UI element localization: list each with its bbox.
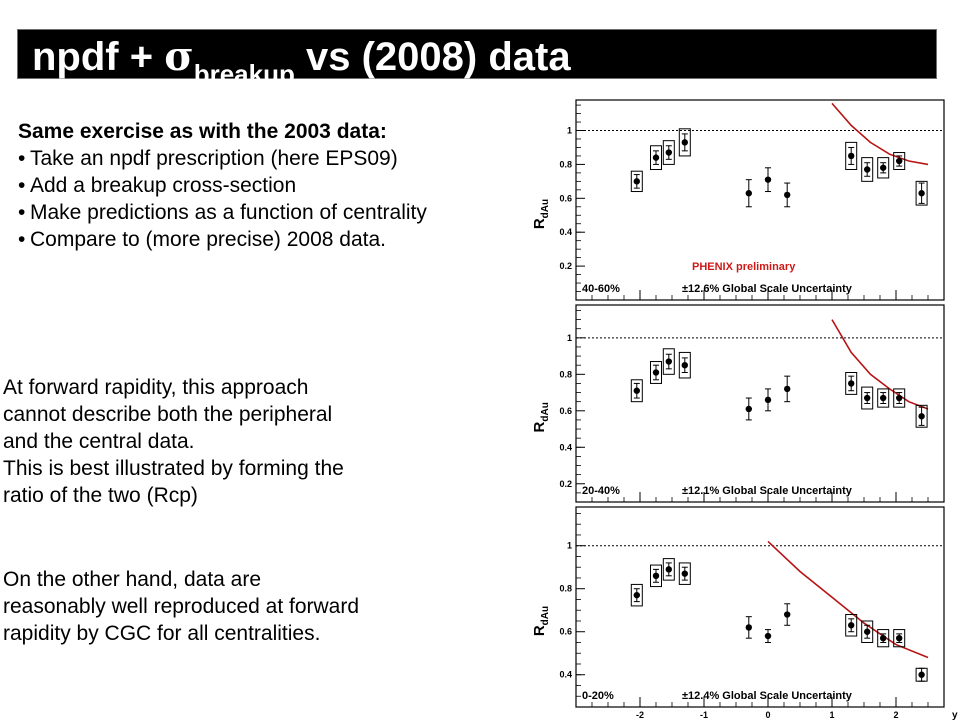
bullet-dot: • [18, 174, 26, 197]
bullet-text: Compare to (more precise) 2008 data. [30, 228, 387, 251]
chart-panel [531, 100, 944, 300]
title-subscript: breakup [193, 59, 295, 89]
y-tick-label: 0.8 [559, 159, 572, 170]
paragraph-cgc [3, 566, 483, 647]
scale-uncertainty-label: ±12.1% Global Scale Uncertainty [682, 485, 852, 497]
chart-panel [531, 305, 944, 502]
bullet-dot: • [18, 201, 26, 224]
data-point [746, 406, 752, 412]
y-axis-label [531, 606, 551, 636]
bullet-dot: • [18, 147, 26, 170]
x-tick-label: 0 [765, 710, 771, 720]
chart-area [520, 92, 960, 720]
npdf-curve [832, 103, 928, 164]
data-point [864, 166, 870, 172]
data-point [765, 633, 771, 639]
data-point [653, 369, 659, 375]
title-sigma: σ [164, 33, 194, 80]
phenix-preliminary-label: PHENIX preliminary [692, 261, 796, 273]
paragraph-line: and the central data. [3, 430, 195, 453]
x-tick-label: -1 [699, 710, 709, 720]
data-point [864, 395, 870, 401]
data-point [918, 190, 924, 196]
centrality-label: 20-40% [582, 485, 620, 497]
y-axis-label-sub: dAu [540, 605, 551, 626]
y-tick-label: 0.4 [559, 442, 572, 453]
paragraph-line: On the other hand, data are [3, 568, 262, 591]
data-point [864, 629, 870, 635]
bullet-text: Add a breakup cross-section [30, 174, 297, 197]
paragraph-line: reasonably well reproduced at forward [3, 595, 360, 618]
bullet-list [18, 145, 518, 253]
y-tick-label: 0.4 [559, 227, 572, 238]
x-tick-label: 2 [893, 710, 899, 720]
y-tick-label: 0.8 [559, 583, 572, 594]
y-tick-label: 0.2 [559, 261, 572, 272]
data-point [880, 165, 886, 171]
chart-panel [531, 507, 958, 720]
data-point [653, 154, 659, 160]
centrality-label: 0-20% [582, 690, 614, 702]
data-point [896, 635, 902, 641]
data-point [765, 397, 771, 403]
y-axis-label-main: R [531, 625, 548, 637]
y-tick-label: 0.6 [559, 405, 572, 416]
plot-frame [576, 507, 944, 707]
bullet-item [18, 226, 518, 253]
y-tick-label: 0.8 [559, 369, 572, 380]
data-point [634, 592, 640, 598]
y-axis-label [531, 199, 551, 229]
data-point [848, 622, 854, 628]
paragraph-forward [3, 374, 483, 509]
data-point [653, 573, 659, 579]
data-point [848, 153, 854, 159]
data-point [666, 358, 672, 364]
data-point [896, 158, 902, 164]
data-point [896, 395, 902, 401]
data-point [634, 178, 640, 184]
data-point [682, 362, 688, 368]
data-point [765, 176, 771, 182]
y-axis-label-main: R [531, 421, 548, 433]
centrality-label: 40-60% [582, 283, 620, 295]
data-point [634, 388, 640, 394]
data-point [666, 566, 672, 572]
bullet-item [18, 172, 518, 199]
data-point [784, 192, 790, 198]
y-tick-label: 1 [566, 332, 572, 343]
bullet-item [18, 145, 518, 172]
left-text-column [18, 118, 518, 253]
y-axis-label-sub: dAu [540, 402, 551, 422]
data-point [784, 386, 790, 392]
y-tick-label: 0.6 [559, 626, 572, 637]
paragraph-line: This is best illustrated by forming the [3, 457, 344, 480]
bullet-dot: • [18, 228, 26, 251]
data-point [784, 611, 790, 617]
data-point [848, 380, 854, 386]
title-suffix: vs (2008) data [294, 35, 571, 79]
paragraph-line: At forward rapidity, this approach [3, 376, 309, 399]
bullet-text: Make predictions as a function of centrality [30, 201, 427, 224]
y-axis-label [531, 402, 551, 432]
y-axis-label-sub: dAu [540, 198, 551, 219]
y-tick-label: 1 [566, 540, 572, 551]
y-tick-label: 0.6 [559, 193, 572, 204]
bullet-text: Take an npdf prescription (here EPS09) [30, 147, 398, 170]
data-point [880, 635, 886, 641]
y-tick-label: 0.2 [559, 478, 572, 489]
bullet-item [18, 199, 518, 226]
data-point [880, 395, 886, 401]
paragraph-line: rapidity by CGC for all centralities. [3, 622, 321, 645]
npdf-curve [832, 320, 928, 409]
x-tick-label: -2 [635, 710, 645, 720]
data-point [746, 190, 752, 196]
rdau-charts [520, 92, 960, 720]
data-point [682, 139, 688, 145]
data-point [666, 149, 672, 155]
y-tick-label: 1 [566, 125, 572, 136]
page-title [32, 34, 571, 93]
paragraph-line: ratio of the two (Rcp) [3, 484, 198, 507]
scale-uncertainty-label: ±12.4% Global Scale Uncertainty [682, 690, 852, 702]
y-tick-label: 0.4 [559, 669, 572, 680]
title-prefix: npdf + [32, 35, 165, 79]
data-point [746, 624, 752, 630]
title-bar [17, 29, 937, 89]
paragraph-line: cannot describe both the peripheral [3, 403, 333, 426]
scale-uncertainty-label: ±12.6% Global Scale Uncertainty [682, 283, 852, 295]
data-point [918, 413, 924, 419]
x-tick-label: 1 [829, 710, 835, 720]
npdf-curve [768, 541, 928, 657]
data-point [682, 570, 688, 576]
bullets-heading: Same exercise as with the 2003 data: [18, 120, 387, 143]
data-point [918, 672, 924, 678]
x-axis-label: y [952, 710, 958, 720]
y-axis-label-main: R [531, 218, 548, 230]
